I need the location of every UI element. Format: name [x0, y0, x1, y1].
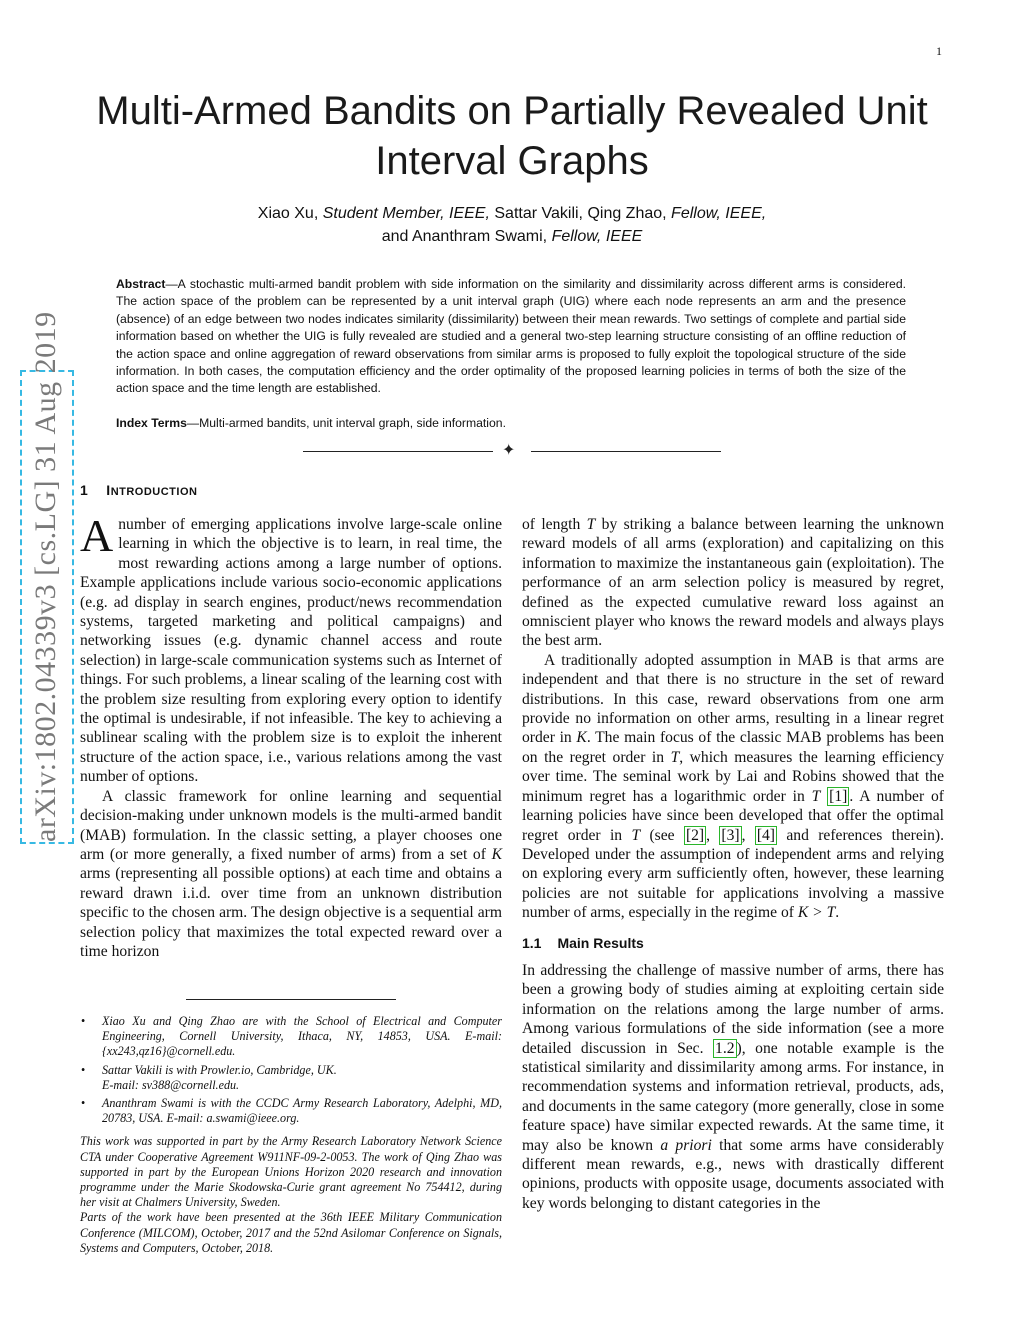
arxiv-stamp: arXiv:1802.04339v3 [cs.LG] 31 Aug 2019	[20, 370, 74, 844]
paragraph	[522, 651, 944, 923]
paragraph-text: (see	[640, 826, 684, 844]
paragraph-text: number of emerging applications involve large-scale online learning in which the objective is to learn, in real time, the most rewarding actions among a large number of options. Example applications include various socio-economic applications (e.g. ad display in search engines, product/news recommendation systems, targeted marketing and political campaigns) and networking issues (e.g. dynamic channel access and route selection) in large-scale communication systems such as Internet of things. For such problems, a linear scaling of the learning cost with the problem size resulting from exploring every option to identify the optimal is undesirable, if not infeasible. The key to achieving a sublinear scaling with the problem size is to exploit the inherent structure of the action space, i.e., various relations among the vast number of options.	[80, 516, 502, 786]
footnote-text: Sattar Vakili is with Prowler.io, Cambridge, UK.	[102, 1062, 337, 1077]
paragraph	[522, 515, 944, 651]
divider-line-right	[531, 451, 721, 452]
paragraph-text: . The main focus of the classic MAB problems has been on the regret order in	[522, 729, 944, 766]
section-title-initial: I	[106, 482, 111, 498]
footnote-item: • Xiao Xu and Qing Zhao are with the School of Electrical and Computer Engineering, Cornell University, Ithaca, NY, 14853, USA. E-mail: {xx243,qz16}@cornell.edu.	[102, 1014, 502, 1060]
paragraph-text: that some arms have considerably different mean rewards, e.g., news with drastically different opinions, products with opposite usage, documents associated with key words belonging to distant categories in the	[522, 1136, 945, 1212]
presentation-note: Parts of the work have been presented at the 36th IEEE Military Communication Conference (MILCOM), October, 2017 and the 52nd Asilomar Conference on Signals, Systems and Computers, October, 2018.	[80, 1210, 502, 1255]
footnotes	[80, 1014, 502, 1256]
author-name: and Ananthram Swami,	[381, 228, 552, 245]
footnote-item	[102, 1063, 502, 1093]
index-terms	[116, 415, 906, 432]
author-list	[80, 202, 944, 248]
section-heading	[80, 482, 197, 498]
paragraph-text: A traditionally adopted assumption in MAB is that arms are independent and that there is no structure in the set of reward distributions. In this case, reward observations from one arm provide no information on other arms, resulting in a linear regret order in	[522, 651, 944, 747]
author-name: Sattar Vakili, Qing Zhao,	[489, 205, 672, 222]
affiliation-list	[80, 1014, 502, 1126]
math-symbol: K	[491, 845, 502, 863]
paragraph-text: and references therein). Developed under the assumption of independent arms and relying on exploring every arm sufficiently often, however, these learning policies are not suitable for applications involving a massive number of arms, especially in the regime of	[522, 826, 944, 922]
author-role: Student Member, IEEE,	[322, 205, 490, 222]
section-reference-link[interactable]: 1.2	[715, 1039, 735, 1057]
section-title-rest: NTRODUCTION	[110, 486, 198, 498]
separator: ,	[741, 826, 755, 844]
paragraph	[522, 961, 944, 1213]
math-symbol: T	[586, 516, 596, 533]
page-number: 1	[936, 44, 942, 58]
subsection-number: 1.1	[522, 934, 542, 951]
subsection-heading	[522, 934, 944, 953]
paragraph-text: of length	[522, 516, 587, 533]
paragraph-text: A classic framework for online learning and sequential decision-making under unknown models is the multi-armed bandit (MAB) formulation. In the classic setting, a player chooses one arm (or more generally, a fixed number of arms) from a set of	[80, 787, 502, 863]
paragraph-text: .	[835, 904, 840, 922]
right-column	[522, 515, 944, 1213]
paragraph-text: by striking a balance between learning the unknown reward models of all arms (exploration) and capitalizing on this information to maximize the instantaneous gain (exploitation). The performance of an arm selection policy is measured by regret, defined as the expected cumulative reward loss against an omniscient player who knows the reward models and always plays the best arm.	[522, 516, 944, 650]
paragraph-text: arms (representing all possible options) at each time and obtains a reward drawn i.i.d. over time from an unknown distribution specific to the chosen arm. The design objective is a sequential arm selection policy that maximizes the total expected reward over a time horizon	[80, 865, 502, 960]
abstract-label: Abstract	[116, 277, 166, 291]
citation-link[interactable]: [3]	[721, 826, 740, 844]
footnote-item: • Ananthram Swami is with the CCDC Army Research Laboratory, Adelphi, MD, 20783, USA. E-mail: a.swami@ieee.org.	[102, 1096, 502, 1126]
author-role: Fellow, IEEE,	[671, 205, 767, 222]
divider-line-left	[303, 451, 493, 452]
math-symbol: T	[631, 826, 641, 844]
footnote-rule	[186, 999, 396, 1000]
separator: ,	[706, 826, 720, 844]
citation-link[interactable]: [4]	[756, 826, 775, 844]
citation-link[interactable]: [2]	[685, 826, 705, 844]
drop-cap: A	[80, 510, 114, 561]
paper-title: Multi-Armed Bandits on Partially Revealed Unit Interval Graphs	[96, 89, 928, 183]
author-name: Xiao Xu,	[257, 205, 323, 222]
abstract-text: —A stochastic multi-armed bandit problem with side information on the similarity and dissimilarity across different arms is considered. The action space of the problem can be represented by a unit interval graph (UIG) where each node represents an arm and the presence (absence) of an edge between two nodes indicates similarity (dissimilarity) between their mean rewards. Two settings of complete and partial side information based on whether the UIG is fully revealed are studied and a general two-step learning structure consisting of an offline reduction of the action space and online aggregation of reward observations from similar arms is proposed to fully exploit the topological structure of the side information. In both cases, the computation efficiency and the order optimality of the proposed learning policies in terms of both the size of the action space and the time length are established.	[116, 277, 906, 396]
citation-link[interactable]: [1]	[829, 787, 848, 805]
abstract	[116, 276, 906, 398]
emphasis-text: a priori	[660, 1136, 712, 1154]
math-symbol: T	[670, 748, 680, 766]
paragraph-text: ), one notable example is the statistical similarity and dissimilarity among arms. For instance, in recommendation systems and information retrieval, products, ads, and documents in the same category (more generally, close in some feature space) have similar expected rewards. At the same time, it may also be known	[522, 1039, 944, 1154]
author-role: Fellow, IEEE	[551, 228, 643, 245]
paragraph	[80, 787, 502, 962]
divider-diamond-icon: ✦	[502, 442, 516, 459]
math-symbol: T	[811, 787, 821, 805]
index-terms-text: —Multi-armed bandits, unit interval graph, side information.	[186, 416, 506, 430]
section-number: 1	[80, 482, 89, 498]
math-symbol: K > T	[797, 904, 836, 922]
paragraph	[80, 510, 502, 787]
subsection-title: Main Results	[557, 934, 644, 951]
footnote-text: E-mail: sv388@cornell.edu.	[102, 1077, 240, 1092]
paragraph-text: . A number of learning policies have since been developed that offer the optimal regret order in	[522, 787, 944, 844]
math-symbol: K	[576, 729, 587, 747]
paragraph-text: In addressing the challenge of massive number of arms, there has been a growing body of studies aiming at exploiting certain side information on the relations among the large number of arms. Among various formulations of the side information (see a more detailed discussion in Sec.	[522, 961, 944, 1057]
funding-note: This work was supported in part by the Army Research Laboratory Network Science CTA under Cooperative Agreement W911NF-09-2-0053. The work of Qing Zhao was supported in part by the European Unions Horizon 2020 research and innovation programme under the Marie Skodowska-Curie grant agreement No 754412, during her visit at Chalmers University, Sweden.	[80, 1134, 502, 1210]
paragraph-text: , which measures the learning efficiency over time. The seminal work by Lai and Robins showed that the minimum regret has a logarithmic order in	[522, 748, 944, 805]
index-terms-label: Index Terms	[116, 416, 187, 430]
left-column	[80, 510, 502, 961]
